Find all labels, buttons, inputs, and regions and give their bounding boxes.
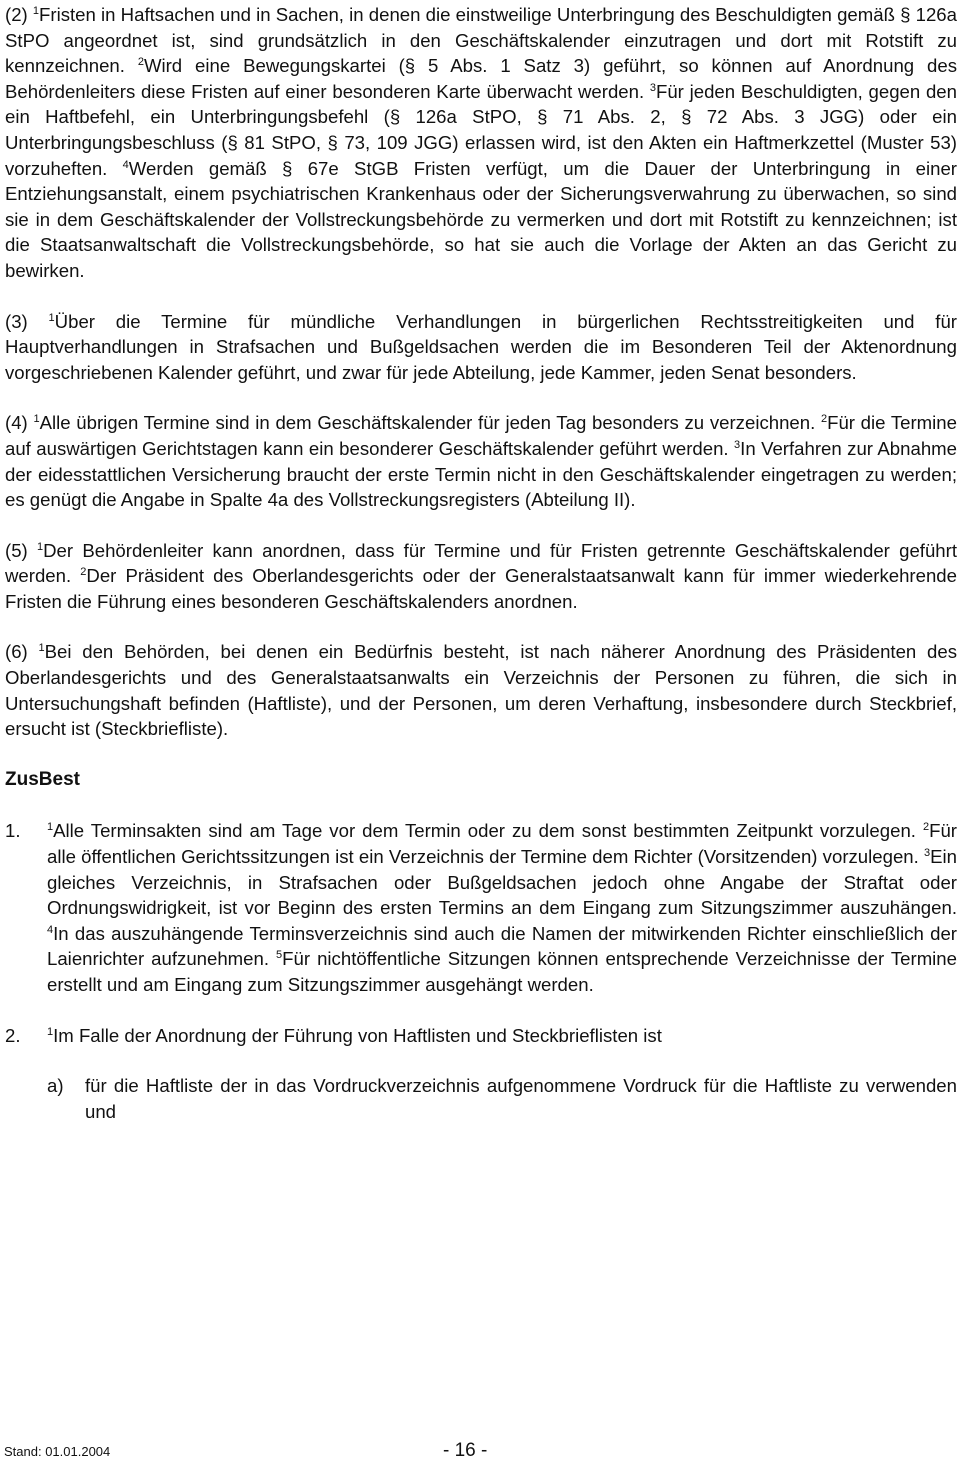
- sentence-text: In das auszuhängende Terminsverzeichnis sind auch die Namen der mitwirkenden Richter einschließlich der Laienrichter aufzunehmen.: [47, 922, 957, 970]
- sentence-text: Werden gemäß § 67e StGB Fristen verfügt, um die Dauer der Unterbringung in einer Entziehungsanstalt, einem psychiatrischen Krankenhaus oder der Sicherungsverwahrung zu überwachen, so sind sie in dem Geschäftskalender der Vollstreckungsbehörde zu vermerken und dort mit Rotstift zu kennzeichnen; ist die Staatsanwaltschaft die Vollstreckungsbehörde, so hat sie auch die Vorlage der Akten an das Gericht zu bewirken.: [5, 157, 957, 281]
- paragraph: [5, 538, 957, 615]
- sentence-text: In Verfahren zur Abnahme der eidesstattlichen Versicherung braucht der erste Termin nicht in den Geschäftskalender eingetragen zu werden; es genügt die Angabe in Spalte 4a des Vollstreckungsregisters (Abteilung II).: [5, 437, 957, 511]
- sentence-text: Für jeden Beschuldigten, gegen den ein Haftbefehl, ein Unterbringungsbefehl (§ 126a StPO, § 71 Abs. 2, § 72 Abs. 3 JGG) oder ein Unterbringungsbeschluss (§ 81 StPO, § 73, 109 JGG) erlassen wird, ist den Akten ein Haftmerkzettel (Muster 53) vorzuheften.: [5, 80, 957, 179]
- item-label: (2): [5, 4, 28, 25]
- sentence-number: 1: [37, 540, 44, 553]
- sentence-number: 1: [38, 642, 45, 655]
- paragraph: [5, 410, 957, 512]
- sentence-text: für die Haftliste der in das Vordruckverzeichnis aufgenommene Vordruck für die Haftliste zu verwenden und: [85, 1075, 957, 1122]
- numbered-list: [5, 818, 957, 1048]
- sentence-number: 1: [33, 413, 40, 426]
- sentence-text: Der Präsident des Oberlandesgerichts oder der Generalstaatsanwalt kann für immer wiederkehrende Fristen die Führung eines besonderen Geschäftskalenders anordnen.: [5, 565, 957, 612]
- item-label: (5): [5, 539, 28, 561]
- sentence-text: Wird eine Bewegungskartei (§ 5 Abs. 1 Satz 3) geführt, so können auf Anordnung des Behördenleiters diese Fristen auf einer besonderen Karte überwacht werden.: [5, 55, 957, 102]
- sentence-number: 4: [122, 158, 129, 171]
- paragraph: [5, 639, 957, 741]
- section-heading: ZusBest: [5, 768, 80, 790]
- sentence-number: 5: [276, 949, 283, 962]
- sentence-number: 1: [47, 1025, 54, 1038]
- sentence-number: 1: [47, 821, 54, 834]
- sub-list: [5, 1073, 957, 1124]
- item-label: 2.: [5, 1024, 21, 1046]
- item-label: (3): [5, 310, 28, 332]
- sentence-text: Im Falle der Anordnung der Führung von Haftlisten und Steckbrieflisten ist: [53, 1024, 662, 1046]
- paragraphs: [5, 2, 957, 742]
- sentence-number: 2: [820, 413, 828, 426]
- sentence-number: 4: [47, 923, 54, 936]
- sentence-text: Alle Terminsakten sind am Tage vor dem Termin oder zu dem sonst bestimmten Zeitpunkt vorzulegen.: [53, 820, 923, 842]
- sentence-text: Für alle öffentlichen Gerichtssitzungen ist ein Verzeichnis der Termine dem Richter (Vorsitzenden) vorzulegen.: [47, 820, 957, 868]
- sentence-number: 1: [48, 311, 55, 324]
- sentence-text: Alle übrigen Termine sind in dem Geschäftskalender für jeden Tag besonders zu verzeichnen.: [39, 412, 821, 434]
- sentence-number: 2: [80, 566, 87, 579]
- sentence-text: Für die Termine auf auswärtigen Gerichtstagen kann ein besonderer Geschäftskalender geführt werden.: [5, 412, 957, 459]
- list-item: [5, 1023, 957, 1049]
- item-label: (6): [5, 641, 28, 663]
- sentence-text: Der Behördenleiter kann anordnen, dass für Termine und für Fristen getrennte Geschäftskalender geführt werden.: [5, 539, 957, 587]
- sentence-number: 1: [32, 5, 40, 17]
- sentence-text: Bei den Behörden, bei denen ein Bedürfnis besteht, ist nach näherer Anordnung des Präsidenten des Oberlandesgerichts und des Generalstaatsanwalts ein Verzeichnis der Personen zu führen, die sich in Untersuchungshaft befinden (Haftliste), und der Personen, um deren Verhaftung, insbesondere durch Steckbrief, ersucht ist (Steckbriefliste).: [5, 641, 957, 740]
- item-label: a): [47, 1075, 64, 1097]
- sub-list-item: [5, 1073, 957, 1124]
- list-item: [5, 818, 957, 997]
- sentence-text: Ein gleiches Verzeichnis, in Strafsachen oder Bußgeldsachen jedoch ohne Angabe der Straftat oder Ordnungswidrigkeit, ist vor Beginn des ersten Termins an dem Eingang zum Sitzungszimmer auszuhängen.: [47, 846, 957, 919]
- item-label: 1.: [5, 820, 21, 842]
- sentence-number: 3: [649, 81, 656, 94]
- paragraph: [5, 2, 957, 284]
- sentence-number: 3: [734, 438, 741, 451]
- sentence-text: Für nichtöffentliche Sitzungen können entsprechende Verzeichnisse der Termine erstellt und am Eingang zum Sitzungszimmer ausgehängt werden.: [47, 948, 957, 995]
- sentence-text: Fristen in Haftsachen und in Sachen, in denen die einstweilige Unterbringung des Beschuldigten gemäß § 126a StPO angeordnet ist, sind grundsätzlich in den Geschäftskalender einzutragen und dort mit Rotstift zu kennzeichnen.: [5, 4, 957, 77]
- sentence-number: 3: [924, 847, 931, 860]
- item-label: (4): [5, 412, 28, 434]
- page-number: - 16 -: [443, 1440, 488, 1461]
- document-body: [5, 2, 957, 1149]
- sentence-text: Über die Termine für mündliche Verhandlungen in bürgerlichen Rechtsstreitigkeiten und für Hauptverhandlungen in Strafsachen und Bußgeldsachen werden die im Besonderen Teil der Aktenordnung vorgeschriebenen Kalender geführt, und zwar für jede Abteilung, jede Kammer, jeden Senat besonders.: [5, 310, 957, 383]
- footer-date: Stand: 01.01.2004: [4, 1444, 111, 1459]
- sentence-number: 2: [137, 56, 144, 69]
- sentence-number: 2: [922, 821, 930, 834]
- paragraph: [5, 309, 957, 386]
